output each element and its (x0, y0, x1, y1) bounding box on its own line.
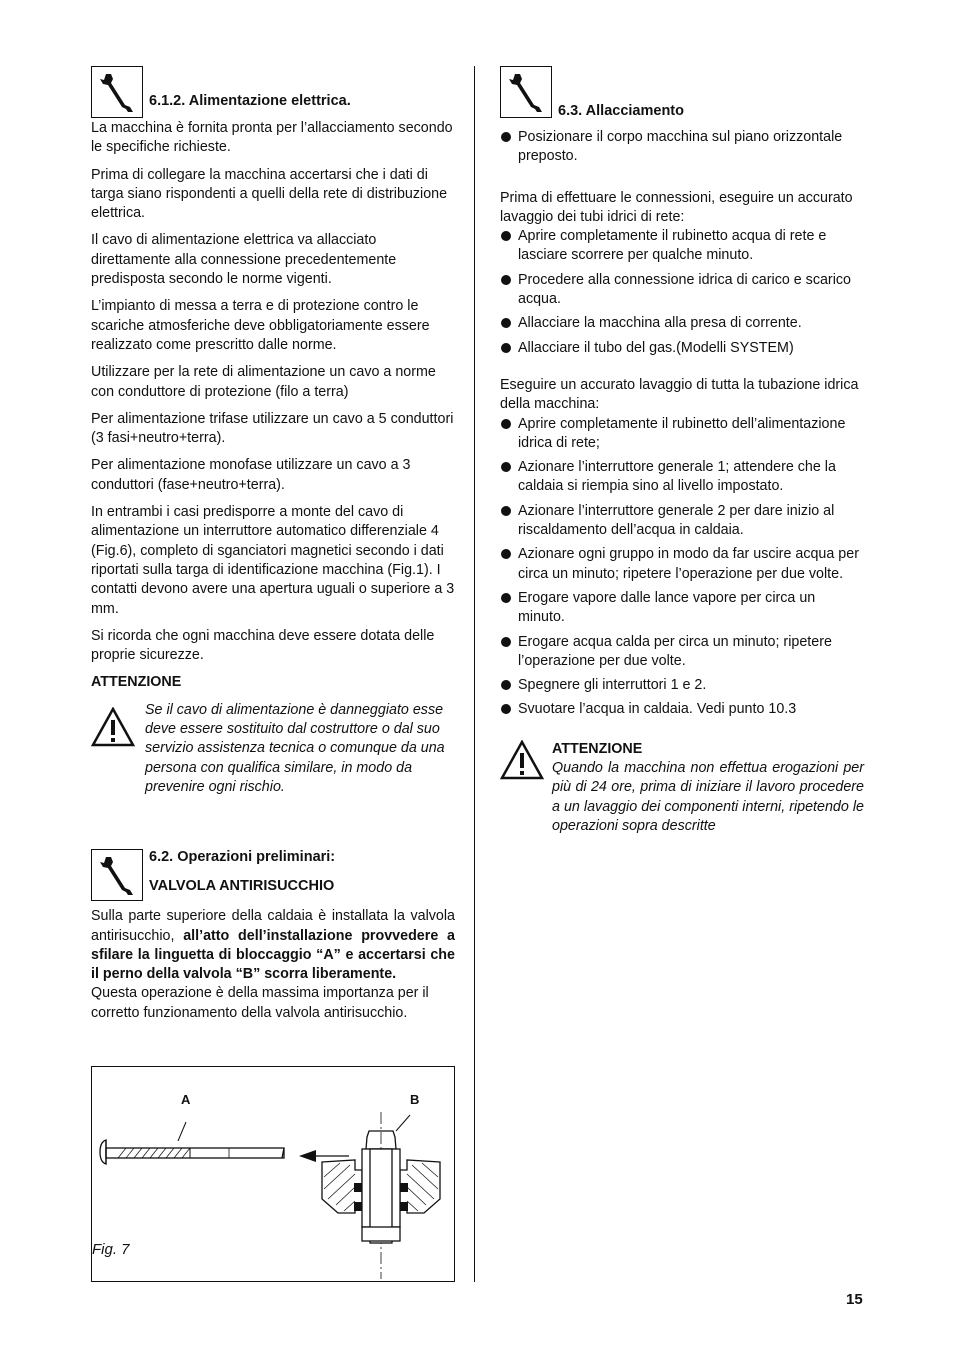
paragraph: In entrambi i casi predisporre a monte del cavo di alimentazione un interruttore automatico differenziale 4 (Fig.6), completo di sganciatori magnetici secondo i dati riportati sulla targa di identificazione macchina (Fig.1). I contatti devono avere una apertura uguali o superiore a 3 mm. (91, 504, 455, 617)
right-column (500, 66, 864, 836)
section-6-2-body (91, 907, 455, 984)
paragraph: La macchina è fornita pronta per l’allacciamento secondo le specifiche richieste. (91, 120, 453, 156)
warning-triangle-icon (91, 701, 135, 797)
washing-list (500, 415, 864, 720)
bullet-icon (501, 593, 511, 603)
list-item (500, 676, 864, 695)
paragraph-bold: all’atto dell’installazione provvedere a sfilare la linguetta di bloccaggio “A” e accertarsi che il perno della valvola “B” scorra liberamente. (91, 927, 455, 983)
section-title: 6.2. Operazioni preliminari: (149, 849, 336, 866)
list-item (500, 458, 864, 497)
list-item (500, 415, 864, 454)
figure-label-b: B (410, 1092, 420, 1107)
bullet-icon (501, 680, 511, 690)
list-item-text: Aprire completamente il rubinetto acqua di rete e lasciare scorrere per qualche minuto. (518, 228, 827, 264)
list-item (500, 545, 864, 584)
list-item-text: Azionare l’interruttore generale 2 per dare inizio al riscaldamento dell’acqua in caldaia. (518, 502, 835, 539)
intro-paragraph: Eseguire un accurato lavaggio di tutta la tubazione idrica della macchina: (500, 376, 859, 413)
wrench-icon (500, 66, 552, 118)
bullet-icon (501, 704, 511, 714)
list-item-text: Erogare vapore dalle lance vapore per circa un minuto. (518, 589, 816, 626)
paragraph-lead: Sulla parte superiore della caldaia è installata la valvola antirisucchio, (91, 908, 455, 944)
list-item (500, 128, 864, 167)
page-number: 15 (846, 1291, 863, 1308)
locking-tab-drawing (100, 1122, 284, 1164)
bullet-icon (501, 343, 511, 353)
list-item (500, 633, 864, 672)
anti-suction-valve-drawing (322, 1112, 440, 1279)
paragraph: Il cavo di alimentazione elettrica va allacciato direttamente alla connessione precedentemente predisposta secondo le norme vigenti. (91, 232, 397, 288)
warning-content (552, 740, 864, 836)
bullet-icon (501, 549, 511, 559)
list-item-text: Azionare l’interruttore generale 1; attendere che la caldaia si riempia sino al livello impostato. (518, 459, 836, 495)
section-6-3-header (500, 66, 864, 119)
warning-block (500, 740, 864, 836)
section-subtitle: VALVOLA ANTIRISUCCHIO (149, 878, 335, 895)
paragraph: Questa operazione è della massima importanza per il corretto funzionamento della valvola antirisucchio. (91, 985, 429, 1021)
bullet-icon (501, 637, 511, 647)
bullet-icon (501, 419, 511, 429)
list-item (500, 589, 864, 628)
bullet-icon (501, 275, 511, 285)
list-item (500, 314, 864, 333)
paragraph: Prima di collegare la macchina accertarsi che i dati di targa siano rispondenti a quelli della rete di distribuzione elettrica. (91, 166, 448, 222)
list-item-text: Allacciare la macchina alla presa di corrente. (518, 315, 802, 332)
warning-text: Se il cavo di alimentazione è danneggiato esse deve essere sostituito dal costruttore o dal suo servizio assistenza tecnica o comunque da una persona con qualifica similare, in modo da prevenire ogni rischio. (145, 701, 445, 795)
list-item (500, 502, 864, 541)
section-6-2-header (91, 849, 455, 903)
paragraph: Per alimentazione trifase utilizzare un cavo a 5 conduttori (3 fasi+neutro+terra). (91, 410, 454, 447)
paragraph: L’impianto di messa a terra e di protezione contro le scariche atmosferiche deve obbligatoriamente essere realizzato come prescritto dalle norme. (91, 298, 430, 353)
bullet-icon (501, 132, 511, 142)
paragraph: Per alimentazione monofase utilizzare un cavo a 3 conduttori (fase+neutro+terra). (91, 457, 411, 493)
left-column (91, 66, 455, 1023)
paragraph: Utilizzare per la rete di alimentazione un cavo a norme con conduttore di protezione (filo a terra) (91, 364, 436, 400)
list-item (500, 700, 864, 719)
list-item-text: Azionare ogni gruppo in modo da far uscire acqua per circa un minuto; ripetere l’operazione per due volte. (518, 546, 859, 582)
list-item-text: Posizionare il corpo macchina sul piano orizzontale preposto. (518, 129, 843, 165)
list-item (500, 271, 864, 310)
paragraph: Si ricorda che ogni macchina deve essere dotata delle proprie sicurezze. (91, 627, 435, 664)
bullet-icon (501, 318, 511, 328)
list-item (500, 339, 864, 358)
list-item-text: Erogare acqua calda per circa un minuto; ripetere l’operazione per due volte. (518, 633, 832, 669)
warning-block (91, 701, 455, 797)
bullet-icon (501, 231, 511, 241)
warning-text: Quando la macchina non effettua erogazioni per più di 24 ore, prima di iniziare il lavoro procedere a un lavaggio dei componenti interni, ripetendo le operazioni sopra descritte (552, 760, 864, 834)
section-title: 6.1.2. Alimentazione elettrica. (149, 93, 351, 109)
list-item-text: Svuotare l’acqua in caldaia. Vedi punto 10.3 (518, 701, 797, 718)
connection-list (500, 227, 864, 358)
valve-diagram (92, 1067, 454, 1281)
section-6-1-2-header (91, 66, 455, 119)
section-title: 6.3. Allacciamento (558, 103, 684, 119)
list-item (500, 227, 864, 266)
positioning-list (500, 128, 864, 167)
list-item-text: Aprire completamente il rubinetto dell’alimentazione idrica di rete; (518, 415, 846, 451)
list-item-text: Procedere alla connessione idrica di carico e scarico acqua. (518, 271, 851, 308)
figure-label-a: A (181, 1092, 191, 1107)
bullet-icon (501, 506, 511, 516)
wrench-icon (91, 849, 143, 901)
warning-heading: ATTENZIONE (552, 740, 643, 757)
bullet-icon (501, 462, 511, 472)
list-item-text: Spegnere gli interruttori 1 e 2. (518, 677, 707, 694)
list-item-text: Allacciare il tubo del gas.(Modelli SYSTEM) (518, 339, 794, 356)
figure-7 (91, 1066, 455, 1282)
column-divider (474, 66, 475, 1282)
wrench-icon (91, 66, 143, 118)
figure-caption: Fig. 7 (92, 1240, 130, 1258)
intro-paragraph: Prima di effettuare le connessioni, eseguire un accurato lavaggio dei tubi idrici di rete: (500, 189, 853, 225)
section-6-1-2-body (91, 119, 455, 665)
warning-heading: ATTENZIONE (91, 674, 182, 691)
warning-triangle-icon (500, 740, 544, 836)
